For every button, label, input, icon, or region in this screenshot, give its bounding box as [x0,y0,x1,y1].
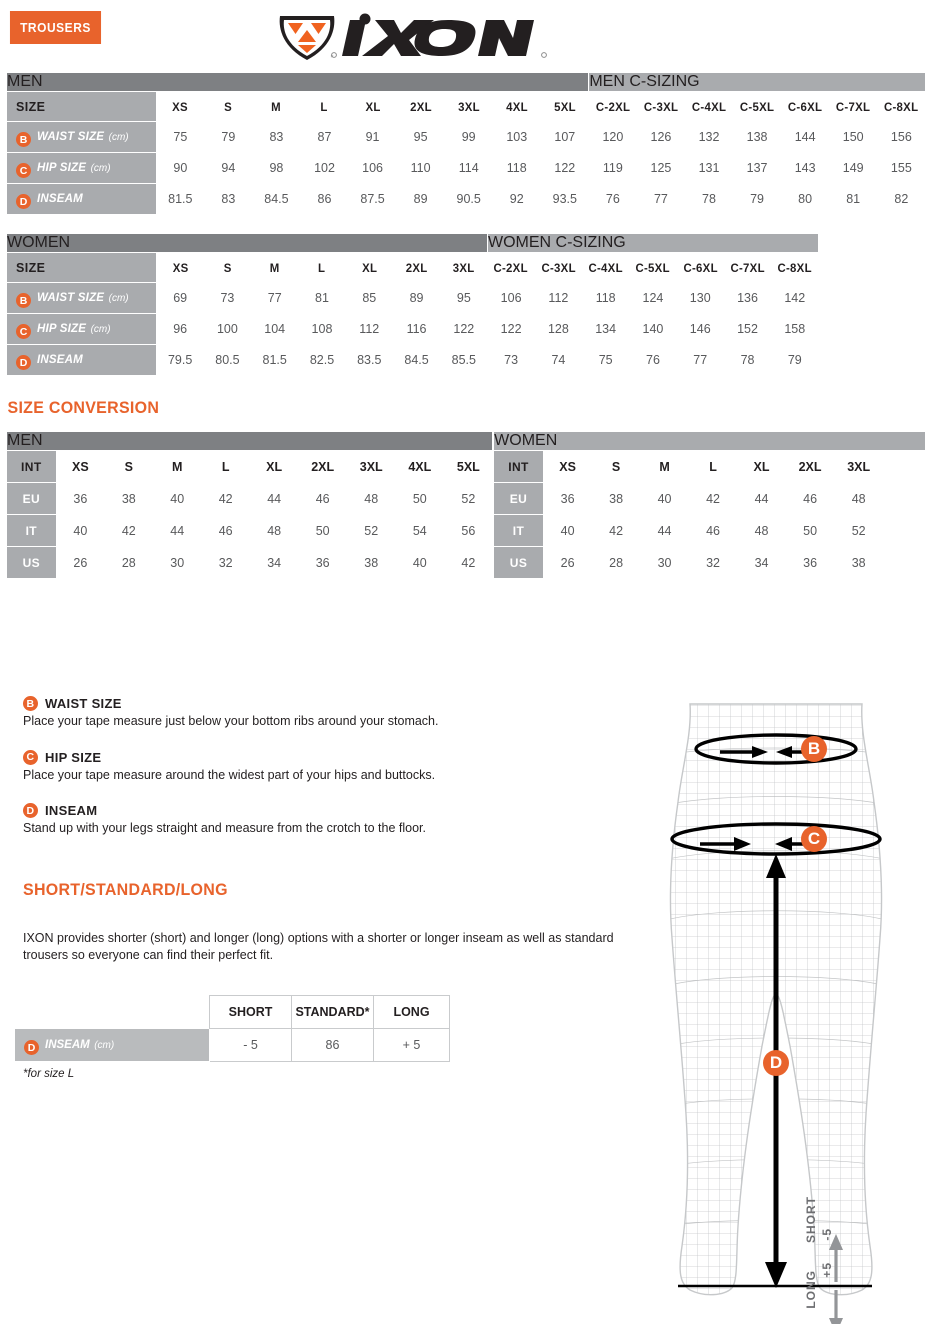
table-cell: 142 [771,283,818,314]
table-cell: 96 [157,314,204,345]
conv-column-header: 3XL [834,451,883,483]
men-conversion-table [6,431,493,579]
size-label: SIZE [7,92,157,122]
table-cell: 124 [629,283,676,314]
table-row [7,345,819,376]
conv-cell: 40 [543,515,592,547]
men-size-table-wrap [0,72,932,215]
table-cell: 80.5 [204,345,251,376]
row-label-unit: (cm) [90,323,111,335]
table-cell: 78 [724,345,771,376]
conv-cell: 40 [396,547,445,579]
women-size-table [6,233,819,376]
size-conversion-tables [0,431,932,579]
column-header: C-8XL [772,253,817,283]
size-conversion-title: SIZE CONVERSION [7,398,160,417]
instruction-text: Stand up with your legs straight and measure from the crotch to the floor. [23,821,426,836]
conv-cell: 36 [56,483,104,515]
table-cell: 108 [298,314,345,345]
column-header: C-3XL [536,253,581,283]
conv-column-header: M [640,451,688,483]
conv-cell: 36 [298,547,347,579]
table-cell: 90 [156,153,204,184]
column-header: XL [350,92,396,122]
column-header: M [252,253,297,283]
conv-cell: 48 [737,515,786,547]
instruction-heading [23,750,443,765]
table-cell: 92 [493,184,541,215]
size-footnote: *for size L [23,1068,75,1080]
row-label-text: WAIST SIZE [37,291,105,304]
table-cell: 158 [771,314,818,345]
conv-row [494,515,926,547]
conv-row-label: US [7,547,57,579]
column-header: 3XL [446,92,492,122]
table-cell: 152 [724,314,771,345]
marker-d-icon: D [23,803,38,818]
column-header: L [302,92,348,122]
marker-c-icon: C [16,324,31,339]
table-cell: 85 [346,283,393,314]
conv-cell: 44 [640,515,688,547]
column-header: C-5XL [630,253,675,283]
conv-cell: 52 [347,515,396,547]
table-cell: 138 [733,122,781,153]
table-cell: 122 [541,153,589,184]
marker-c-icon: C [23,750,38,765]
conv-band-label: MEN [7,432,493,451]
column-header: M [254,92,300,122]
ssl-row-label-text: INSEAM [45,1038,90,1051]
column-header: 5XL [542,92,588,122]
table-cell: 87 [300,122,348,153]
instruction-block [23,696,443,730]
conv-row [7,547,493,579]
int-label: INT [494,451,544,483]
table-cell: 130 [677,283,724,314]
size-label: SIZE [7,253,157,283]
conv-cell: 42 [105,515,153,547]
conv-cell: 42 [201,483,249,515]
column-header: XL [347,253,392,283]
instruction-text: Place your tape measure just below your bottom ribs around your stomach. [23,714,439,728]
column-header: C-3XL [638,92,684,122]
conv-row-label: EU [494,483,544,515]
conv-column-header: XL [737,451,786,483]
conv-cell: 44 [737,483,786,515]
conv-cell: 32 [201,547,249,579]
conv-row [494,547,926,579]
table-cell: 144 [781,122,829,153]
table-cell: 136 [724,283,771,314]
table-row [7,283,819,314]
table-cell: 76 [629,345,676,376]
long-label: LONG [804,1270,818,1309]
conv-cell: 44 [250,483,298,515]
band-left-label: WOMEN [7,234,488,253]
table-cell: 110 [397,153,445,184]
conv-cell: 46 [786,483,835,515]
conv-band-row [494,432,926,451]
instruction-title: WAIST SIZE [45,696,122,711]
conv-column-header: XL [250,451,298,483]
table-cell: 150 [829,122,877,153]
page-header [0,0,932,72]
conv-row-label: EU [7,483,57,515]
table-cell: 80 [781,184,829,215]
column-header: C-5XL [734,92,780,122]
row-label-unit: (cm) [90,162,111,174]
conv-row [7,483,493,515]
table-cell: 73 [204,283,251,314]
conv-cell: 28 [105,547,153,579]
table-cell: 128 [535,314,582,345]
column-header: S [205,253,250,283]
conv-band-row [7,432,493,451]
conv-column-header: S [592,451,640,483]
column-header: C-6XL [678,253,723,283]
marker-d-icon: D [24,1040,39,1055]
table-cell: 140 [629,314,676,345]
table-cell: 119 [589,153,637,184]
table-cell: 79.5 [157,345,204,376]
conv-cell: 50 [298,515,347,547]
conv-cell: 48 [834,483,883,515]
table-cell: 104 [251,314,298,345]
table-cell: 137 [733,153,781,184]
trousers-measurement-figure [620,694,932,1324]
column-header: C-6XL [782,92,828,122]
table-cell: 86 [300,184,348,215]
conv-cell: 30 [640,547,688,579]
table-cell: 79 [733,184,781,215]
table-cell: 93.5 [541,184,589,215]
conv-cell: 46 [201,515,249,547]
conv-cell: 42 [689,483,737,515]
row-label [7,184,157,215]
row-label-unit: (cm) [108,131,129,143]
conv-cell: 48 [347,483,396,515]
row-label [7,283,157,314]
conv-cell: 50 [396,483,445,515]
short-standard-long-title: SHORT/STANDARD/LONG [23,880,228,899]
conv-cell: 26 [56,547,104,579]
conv-column-header: 3XL [347,451,396,483]
conv-column-header: S [105,451,153,483]
table-cell: 94 [204,153,252,184]
conv-cell: 34 [737,547,786,579]
table-row [7,184,926,215]
inseam-options-table-wrap [14,995,450,1062]
table-cell: 125 [637,153,685,184]
instruction-heading [23,803,443,818]
svg-text:R: R [330,53,334,59]
row-label-unit: (cm) [108,292,129,304]
column-header: C-4XL [583,253,628,283]
column-header: 3XL [441,253,486,283]
table-cell: 156 [877,122,925,153]
table-cell: 155 [877,153,925,184]
column-header: XS [158,253,203,283]
table-cell: 77 [251,283,298,314]
short-standard-long-paragraph: IXON provides shorter (short) and longer (long) options with a shorter or longer inseam as well as standard trousers so everyone can find their perfect fit. [23,931,614,962]
table-cell: 73 [487,345,534,376]
table-cell: 81.5 [156,184,204,215]
table-cell: 76 [589,184,637,215]
conv-column-header: L [689,451,737,483]
conv-cell: 54 [396,515,445,547]
ssl-column-header: LONG [374,996,450,1029]
conv-cell: 40 [153,483,201,515]
table-cell: 122 [440,314,487,345]
row-label-text: WAIST SIZE [37,130,105,143]
int-label: INT [7,451,57,483]
category-badge: TROUSERS [10,11,101,44]
men-size-table [6,72,926,215]
measurement-instructions [23,696,443,857]
column-header: C-2XL [489,253,534,283]
table-cell: 106 [349,153,397,184]
conv-cell: 36 [786,547,835,579]
table-cell: 107 [541,122,589,153]
table-cell: 116 [393,314,440,345]
row-label [7,122,157,153]
table-row [7,314,819,345]
conv-column-header: 4XL [396,451,445,483]
band-right-label: WOMEN C-SIZING [487,234,818,253]
short-label: SHORT [804,1196,818,1243]
conv-column-header: 2XL [786,451,835,483]
inseam-marker-d: D [763,1050,789,1076]
conv-band-label: WOMEN [494,432,926,451]
table-cell: 91 [349,122,397,153]
ssl-row-label [15,1029,210,1062]
conv-cell: 42 [444,547,493,579]
conv-cell: 40 [640,483,688,515]
conv-cell: 46 [298,483,347,515]
table-cell: 149 [829,153,877,184]
table-cell: 84.5 [393,345,440,376]
table-cell: 120 [589,122,637,153]
conv-cell: 26 [543,547,592,579]
conv-header-row [7,451,493,483]
marker-b-icon: B [16,132,31,147]
instruction-block [23,803,443,837]
marker-b-icon: B [23,696,38,711]
instruction-heading [23,696,443,711]
marker-d-icon: D [16,355,31,370]
table-cell: 85.5 [440,345,487,376]
instruction-block [23,750,443,784]
ssl-cell: - 5 [210,1029,292,1062]
conv-row [494,483,926,515]
table-band-row [7,73,926,92]
table-cell: 143 [781,153,829,184]
conv-column-header: L [201,451,249,483]
table-cell: 100 [204,314,251,345]
row-label-text: HIP SIZE [37,322,87,335]
conv-cell: 38 [834,547,883,579]
inseam-options-table [14,995,450,1062]
column-header: 4XL [494,92,540,122]
conv-cell: 56 [444,515,493,547]
table-cell: 74 [535,345,582,376]
conv-cell: 38 [592,483,640,515]
table-cell: 78 [685,184,733,215]
marker-c-icon: C [16,163,31,178]
conv-cell: 34 [250,547,298,579]
conv-cell: 32 [689,547,737,579]
conv-header-row [494,451,926,483]
row-label [7,153,157,184]
table-cell: 114 [445,153,493,184]
table-cell: 95 [440,283,487,314]
column-header: C-7XL [830,92,876,122]
column-header: C-8XL [878,92,924,122]
column-header: 2XL [398,92,444,122]
conv-cell: 48 [250,515,298,547]
waist-marker-b: B [801,736,827,762]
conv-cell: 40 [56,515,104,547]
table-cell: 75 [582,345,629,376]
table-cell: 99 [445,122,493,153]
conv-column-header: 2XL [298,451,347,483]
column-header: XS [157,92,203,122]
marker-d-icon: D [16,194,31,209]
conv-row-label: IT [7,515,57,547]
table-row [7,153,926,184]
ssl-row-label-unit: (cm) [94,1039,115,1051]
women-size-table-wrap [0,233,932,376]
table-cell: 77 [637,184,685,215]
table-cell: 98 [252,153,300,184]
table-cell: 112 [346,314,393,345]
conv-column-header: 5XL [444,451,493,483]
conv-row-label: IT [494,515,544,547]
column-header: C-7XL [725,253,770,283]
hip-marker-c: C [801,826,827,852]
table-cell: 83 [252,122,300,153]
row-label-text: INSEAM [37,353,83,366]
legs-wireframe-illustration [620,694,932,1324]
conv-cell: 44 [153,515,201,547]
column-header: C-2XL [590,92,636,122]
column-header: C-4XL [686,92,732,122]
table-cell: 102 [300,153,348,184]
table-cell: 83 [204,184,252,215]
conv-cell: 38 [105,483,153,515]
conv-cell: 46 [689,515,737,547]
table-band-row [7,234,819,253]
table-cell: 81 [829,184,877,215]
table-cell: 89 [393,283,440,314]
table-cell: 112 [535,283,582,314]
table-cell: 83.5 [346,345,393,376]
table-cell: 77 [677,345,724,376]
table-cell: 79 [204,122,252,153]
women-conversion-table [493,431,926,579]
ssl-column-header: SHORT [210,996,292,1029]
column-header: L [300,253,345,283]
table-cell: 146 [677,314,724,345]
instruction-title: INSEAM [45,803,98,819]
table-cell: 84.5 [252,184,300,215]
row-label-text: INSEAM [37,192,83,205]
ssl-cell: 86 [292,1029,374,1062]
instruction-text: Place your tape measure around the widest part of your hips and buttocks. [23,767,436,782]
table-cell: 103 [493,122,541,153]
table-cell: 134 [582,314,629,345]
table-cell: 95 [397,122,445,153]
table-cell: 79 [771,345,818,376]
table-cell: 106 [487,283,534,314]
conv-cell: 28 [592,547,640,579]
marker-b-icon: B [16,293,31,308]
conv-cell: 52 [834,515,883,547]
conv-cell: 52 [444,483,493,515]
table-cell: 82.5 [298,345,345,376]
table-cell: 89 [397,184,445,215]
table-cell: 75 [156,122,204,153]
ssl-header-row [15,996,450,1029]
ixon-logo [272,12,562,64]
table-cell: 131 [685,153,733,184]
ssl-cell: + 5 [374,1029,450,1062]
table-cell: 118 [582,283,629,314]
conv-cell: 36 [543,483,592,515]
band-left-label: MEN [7,73,589,92]
ssl-column-header: STANDARD* [292,996,374,1029]
conv-row-label: US [494,547,544,579]
table-header-row [7,92,926,122]
table-cell: 118 [493,153,541,184]
table-cell: 122 [487,314,534,345]
row-label-text: HIP SIZE [37,161,87,174]
long-value: +5 [820,1262,834,1278]
conv-row [7,515,493,547]
table-cell: 87.5 [349,184,397,215]
conv-column-header: M [153,451,201,483]
ssl-row [15,1029,450,1062]
conv-cell: 38 [347,547,396,579]
conv-cell: 30 [153,547,201,579]
table-cell: 81.5 [251,345,298,376]
row-label [7,345,157,376]
table-cell: 82 [877,184,925,215]
table-cell: 69 [157,283,204,314]
conv-cell: 42 [592,515,640,547]
short-value: -5 [820,1228,834,1241]
instruction-title: HIP SIZE [45,749,102,765]
column-header: 2XL [394,253,439,283]
table-cell: 126 [637,122,685,153]
table-cell: 81 [298,283,345,314]
conv-column-header: XS [56,451,104,483]
row-label [7,314,157,345]
conv-cell: 50 [786,515,835,547]
band-right-label: MEN C-SIZING [589,73,926,92]
table-row [7,122,926,153]
column-header: S [206,92,252,122]
table-header-row [7,253,819,283]
conv-column-header: XS [543,451,592,483]
table-cell: 132 [685,122,733,153]
table-cell: 90.5 [445,184,493,215]
